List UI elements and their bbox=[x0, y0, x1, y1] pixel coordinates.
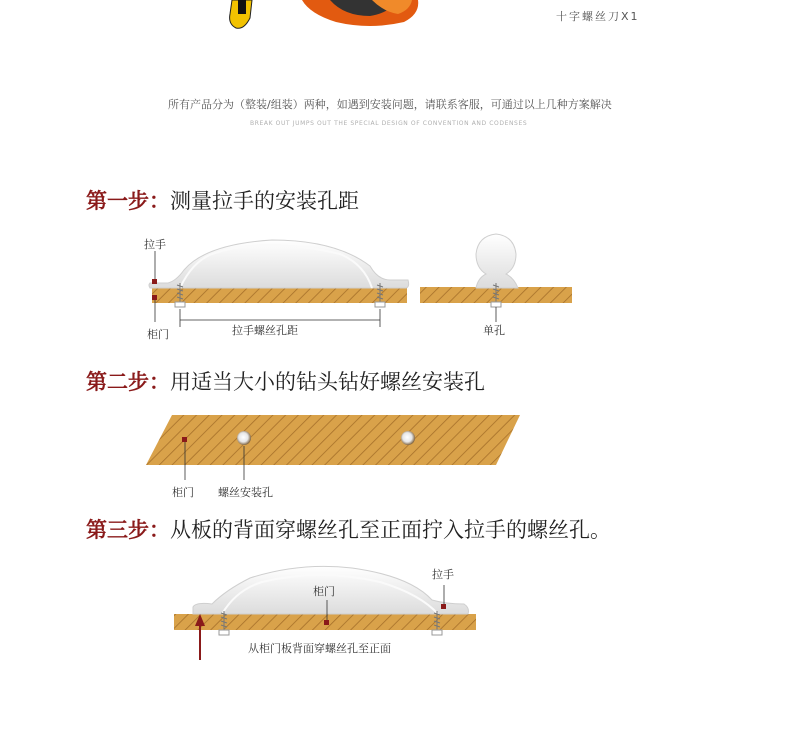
step2-title bbox=[86, 369, 485, 395]
step1-number: 第一步： bbox=[86, 189, 170, 213]
step1-distance-label: 拉手螺丝孔距 bbox=[232, 324, 298, 337]
header-subtitle-en: BREAK OUT JUMPS OUT THE SPECIAL DESIGN OF CONVENTION AND CODENSES bbox=[250, 120, 528, 127]
step1-text: 测量拉手的安装孔距 bbox=[170, 189, 359, 213]
step3-number: 第三步： bbox=[86, 518, 170, 542]
step1-title bbox=[86, 188, 359, 214]
step1-door-label: 柜门 bbox=[147, 328, 169, 341]
step1-single-label: 单孔 bbox=[483, 324, 505, 337]
step2-door-label: 柜门 bbox=[172, 486, 194, 499]
step3-title bbox=[86, 517, 611, 543]
step2-number: 第二步： bbox=[86, 370, 170, 394]
header-subtitle: 所有产品分为（整装/组装）两种，如遇到安装问题，请联系客服，可通过以上几种方案解决 bbox=[168, 98, 612, 111]
step1-wood-board bbox=[152, 287, 407, 303]
tool-label: 十字螺丝刀X1 bbox=[556, 10, 640, 23]
step3-text: 从板的背面穿螺丝孔至正面拧入拉手的螺丝孔。 bbox=[170, 518, 611, 542]
step3-handle-label: 拉手 bbox=[432, 568, 454, 581]
step2-wood-board bbox=[146, 415, 520, 465]
step2-diagram bbox=[146, 415, 520, 480]
step1-diagram bbox=[149, 234, 572, 327]
knob-icon bbox=[476, 234, 518, 288]
step2-hole-label: 螺丝安装孔 bbox=[218, 486, 273, 499]
step2-text: 用适当大小的钻头钻好螺丝安装孔 bbox=[170, 370, 485, 394]
step3-door-label: 柜门 bbox=[313, 585, 335, 598]
screw-hole-right bbox=[401, 431, 415, 445]
screwdriver-image bbox=[230, 0, 419, 28]
step1-handle-label: 拉手 bbox=[144, 238, 166, 251]
screw-hole-left bbox=[237, 431, 251, 445]
step3-through-label: 从柜门板背面穿螺丝孔至正面 bbox=[248, 642, 391, 655]
